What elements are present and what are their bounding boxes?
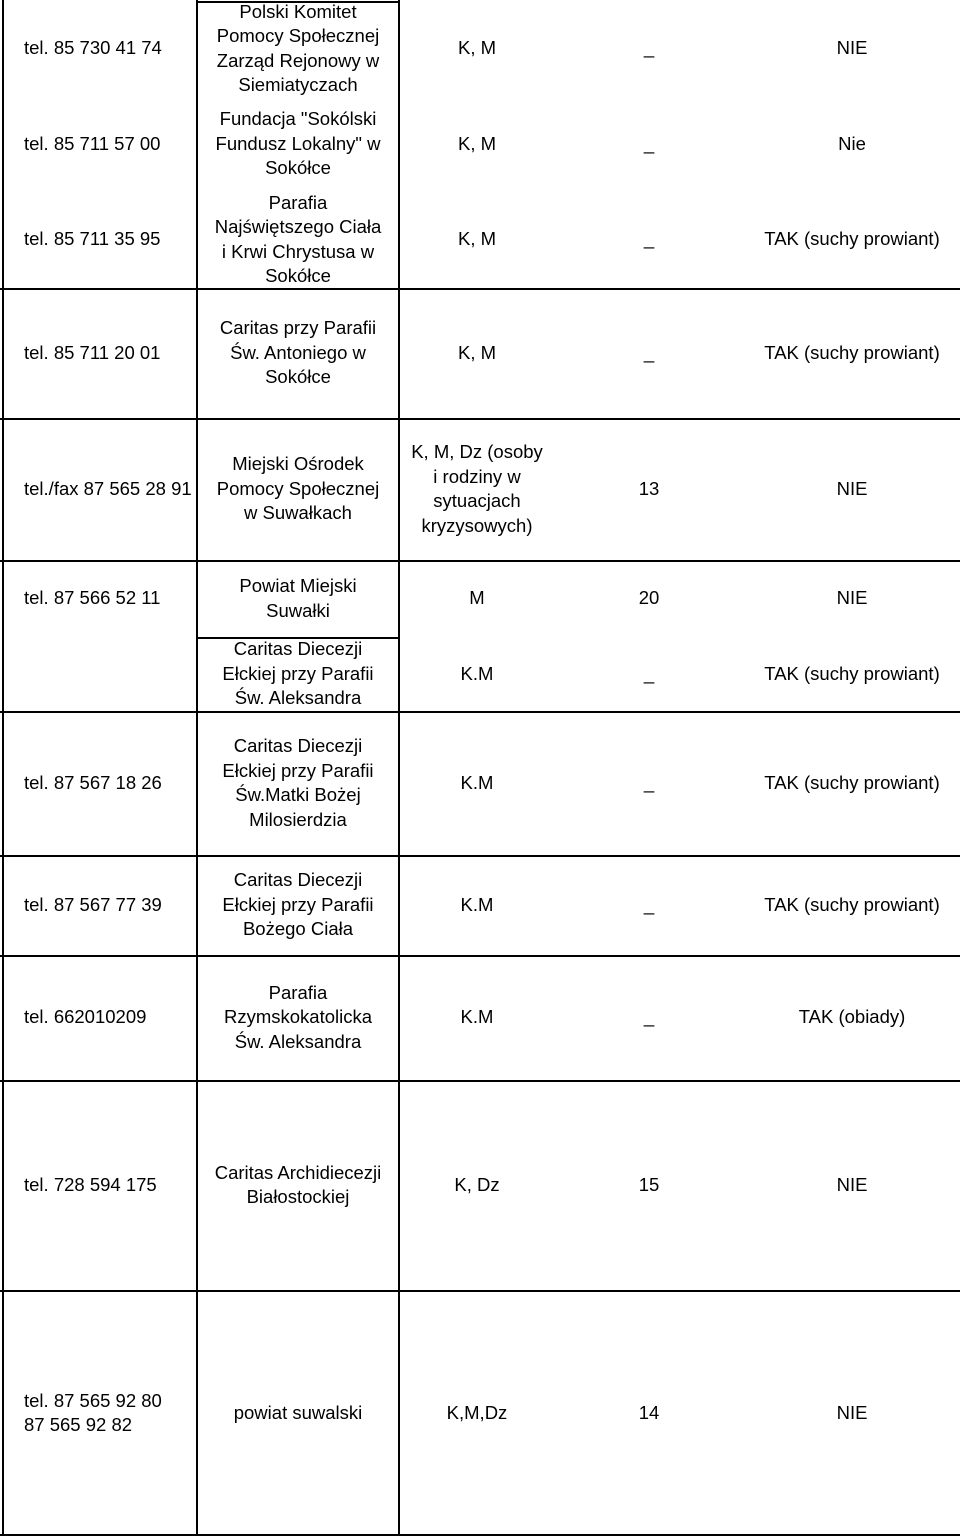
aid-type-cell: K, M bbox=[457, 228, 497, 250]
organization-cell: Caritas Diecezji Ełckiej przy Parafii Bożego Ciała bbox=[222, 869, 374, 940]
phone-cell: tel. 87 567 18 26 bbox=[24, 771, 162, 793]
aid-type-cell: K.M bbox=[460, 1006, 494, 1028]
count-cell: 15 bbox=[638, 1173, 660, 1195]
count-cell: _ bbox=[643, 893, 655, 915]
aid-type-cell: K.M bbox=[460, 771, 494, 793]
food-aid-cell: NIE bbox=[836, 1401, 868, 1423]
organization-cell: Fundacja "Sokólski Fundusz Lokalny" w Sokółce bbox=[215, 108, 381, 179]
aid-type-cell: K, M bbox=[457, 132, 497, 154]
count-cell: _ bbox=[643, 771, 655, 793]
aid-type-cell: K, Dz bbox=[454, 1173, 500, 1195]
aid-type-cell: K, M, Dz (osoby i rodziny w sytuacjach kryzysowych) bbox=[411, 441, 543, 536]
organization-cell: Parafia Najświętszego Ciała i Krwi Chrystusa w Sokółce bbox=[214, 191, 382, 286]
food-aid-cell: NIE bbox=[836, 1173, 868, 1195]
food-aid-cell: NIE bbox=[836, 587, 868, 609]
count-cell: _ bbox=[643, 228, 655, 250]
aid-type-cell: K.M bbox=[460, 662, 494, 684]
phone-cell: tel. 87 567 77 39 bbox=[24, 893, 162, 915]
food-aid-cell: TAK (suchy prowiant) bbox=[764, 341, 940, 363]
organization-cell: Caritas Archidiecezji Białostockiej bbox=[214, 1161, 382, 1207]
count-cell: _ bbox=[643, 132, 655, 154]
phone-cell: tel. 662010209 bbox=[24, 1006, 147, 1028]
count-cell: 20 bbox=[638, 587, 660, 609]
food-aid-cell: TAK (obiady) bbox=[798, 1006, 906, 1028]
organization-cell: Caritas przy Parafii Św. Antoniego w Sokółce bbox=[219, 317, 377, 388]
aid-type-cell: K.M bbox=[460, 893, 494, 915]
food-aid-cell: TAK (suchy prowiant) bbox=[764, 662, 940, 684]
aid-type-cell: K, M bbox=[457, 341, 497, 363]
organization-cell: Powiat Miejski Suwałki bbox=[239, 575, 357, 621]
phone-cell: tel. 85 730 41 74 bbox=[24, 37, 162, 59]
phone-cell: tel. 728 594 175 bbox=[24, 1173, 157, 1195]
phone-cell: tel. 85 711 35 95 bbox=[24, 228, 161, 250]
organization-cell: Polski Komitet Pomocy Społecznej Zarząd Rejonowy w Siemiatyczach bbox=[216, 0, 380, 95]
food-aid-cell: NIE bbox=[836, 37, 868, 59]
food-aid-cell: TAK (suchy prowiant) bbox=[764, 893, 940, 915]
count-cell: _ bbox=[643, 662, 655, 684]
food-aid-cell: TAK (suchy prowiant) bbox=[764, 228, 940, 250]
count-cell: _ bbox=[643, 341, 655, 363]
phone-cell: tel. 87 565 92 80 87 565 92 82 bbox=[24, 1389, 162, 1435]
organization-cell: Miejski Ośrodek Pomocy Społecznej w Suwałkach bbox=[216, 453, 380, 524]
aid-type-cell: K,M,Dz bbox=[446, 1401, 508, 1423]
organization-cell: Parafia Rzymskokatolicka Św. Aleksandra bbox=[223, 981, 373, 1052]
phone-cell: tel. 85 711 57 00 bbox=[24, 132, 161, 154]
count-cell: _ bbox=[643, 1006, 655, 1028]
food-aid-cell: NIE bbox=[836, 477, 868, 499]
phone-cell: tel. 85 711 20 01 bbox=[24, 341, 161, 363]
aid-type-cell: K, M bbox=[457, 37, 497, 59]
food-aid-cell: TAK (suchy prowiant) bbox=[764, 771, 940, 793]
phone-cell bbox=[0, 637, 220, 711]
count-cell: 13 bbox=[638, 477, 660, 499]
food-aid-cell: Nie bbox=[838, 132, 866, 154]
count-cell: 14 bbox=[638, 1401, 660, 1423]
organization-cell: Caritas Diecezji Ełckiej przy Parafii Św. Aleksandra bbox=[222, 638, 374, 709]
organization-cell: powiat suwalski bbox=[233, 1401, 363, 1423]
aid-type-cell: M bbox=[469, 587, 485, 609]
count-cell: _ bbox=[643, 37, 655, 59]
phone-cell: tel./fax 87 565 28 91 bbox=[24, 477, 192, 499]
phone-cell: tel. 87 566 52 11 bbox=[24, 587, 161, 609]
organization-cell: Caritas Diecezji Ełckiej przy Parafii Św.Matki Bożej Milosierdzia bbox=[222, 735, 374, 830]
